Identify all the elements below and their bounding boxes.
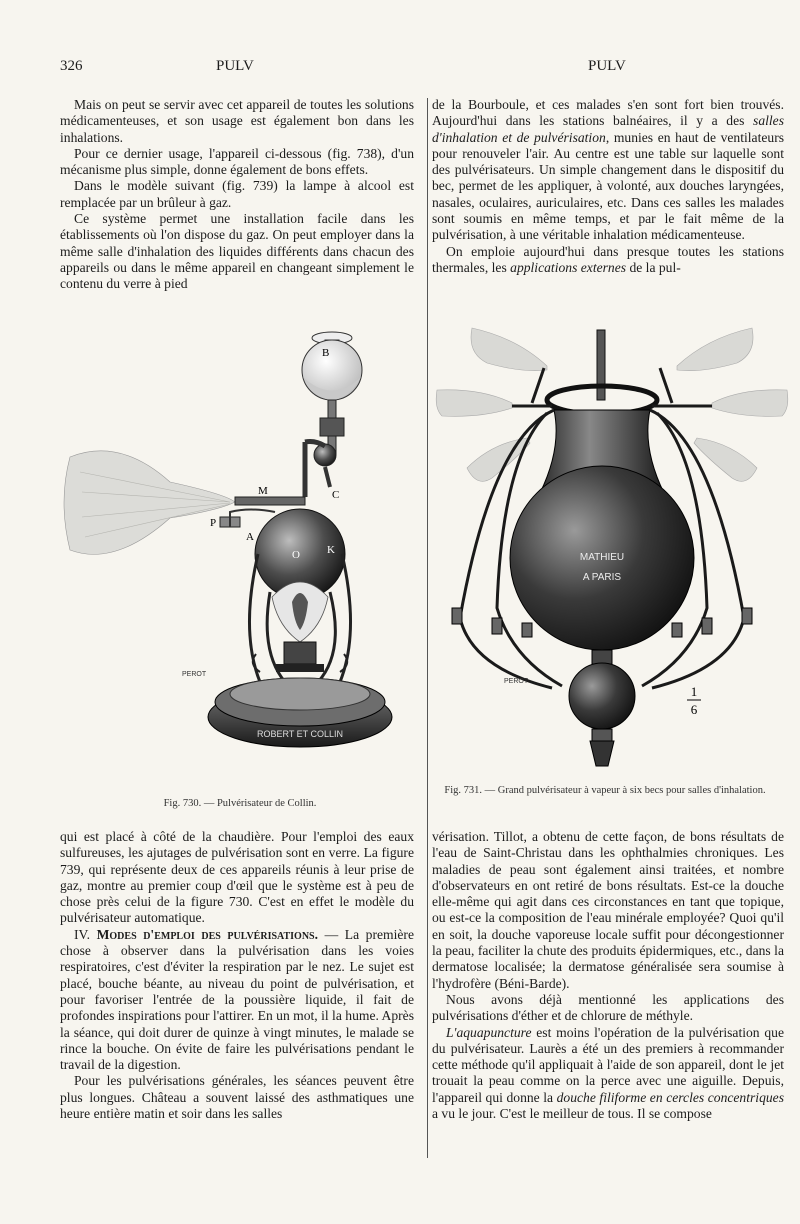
paragraph: Pour les pulvérisations générales, les séances peuvent être plus longues. Château a souvent laissé des asthmatiques une heure entière matin et soir dans les salles	[60, 1073, 414, 1122]
text-run: de la Bourboule, et ces malades s'en sont fort bien trouvés. Aujourd'hui dans les stations balnéaires, il y a des	[432, 97, 784, 129]
section-number: IV.	[74, 926, 90, 942]
right-running-head: PULV	[588, 58, 626, 74]
paragraph: Mais on peut se servir avec cet appareil de toutes les solutions médicamenteuses, et son usage est également bon dans les inhalations.	[60, 97, 414, 145]
engraver-signature: PEROT	[182, 671, 207, 678]
right-column-top	[432, 97, 784, 276]
running-header	[0, 58, 800, 84]
figure-six-nozzle-vaporizer	[432, 318, 792, 778]
paragraph: vérisation. Tillot, a obtenu de cette façon, de bons résultats de l'eau de Saint-Christau dans les ophthalmies chroniques. Les maladies de peau sont également ainsi traitées, et nombre d'observateurs en ont retiré de bons résultats. Est-ce la douche elle-même qui agit dans ces circonstances en tant que topique, ou est-ce la composition de l'eau minérale employée? Quoi qu'il en soit, la douche vaporeuse locale suffit pour décongestionner la peau, faciliter la chute des produits épidermiques, etc., dans la dermatose localisée; la dermatose généralisée sera soumise à l'hydrofère (Béni-Barde).	[432, 829, 784, 991]
label-a: A	[246, 531, 254, 543]
paragraph	[432, 1025, 784, 1123]
label-k: K	[327, 544, 335, 556]
paragraph: Pour ce dernier usage, l'appareil ci-dessous (fig. 738), d'un mécanisme plus simple, donne également de bons effets.	[60, 145, 414, 178]
section-paragraph	[60, 927, 414, 1074]
figure-caption-left: Fig. 730. — Pulvérisateur de Collin.	[163, 798, 317, 809]
left-column-top	[60, 97, 414, 293]
maker-mark-line1: MATHIEU	[579, 552, 625, 563]
text-run: a vu le jour. C'est le meilleur de tous. Il se compose	[432, 1106, 712, 1122]
paragraph: Ce système permet une installation facile dans les établissements où l'on dispose du gaz. On peut employer dans la même salle d'inhalation des liquides différents dans chacun des appareils ou dans le même appareil en changeant simplement le contenu du verre à pied	[60, 211, 414, 292]
label-b: B	[322, 347, 330, 359]
label-o: O	[292, 549, 300, 561]
engraver-signature: PEROT	[504, 678, 529, 685]
paragraph: Nous avons déjà mentionné les applications des pulvérisations d'éther et de chlorure de méthyle.	[432, 991, 784, 1024]
right-column-bottom	[432, 829, 784, 1122]
section-text: — La première chose à observer dans la pulvérisation dans les voies respiratoires, c'est d'éviter la respiration par le nez. Le sujet est placé, bouche béante, au niveau du point de pulvérisation, et pour favoriser l'entrée de la poussière liquide, il fait de profondes inspirations pour l'attirer. En un mot, il la hume. Après la séance, qui doit durer de quinze à vingt minutes, le malade se rince la bouche. On évite de faire les pulvérisations pendant le travail de la digestion.	[60, 926, 414, 1073]
figure-caption-right: Fig. 731. — Grand pulvérisateur à vapeur à six becs pour salles d'inhalation.	[444, 785, 766, 796]
section-heading: Modes d'emploi des pulvérisations.	[96, 926, 319, 942]
column-divider	[427, 98, 428, 1158]
italic-run: applications externes	[510, 259, 627, 275]
left-column-bottom	[60, 829, 414, 1122]
base-inscription: ROBERT ET COLLIN	[256, 729, 344, 739]
maker-mark-line2: A PARIS	[582, 572, 622, 583]
label-m: M	[258, 485, 268, 497]
scale-numerator: 1	[690, 684, 698, 699]
text-run: On emploie aujourd'hui dans presque toutes les stations thermales, les	[432, 243, 784, 275]
paragraph: Dans le modèle suivant (fig. 739) la lampe à alcool est remplacée par un brûleur à gaz.	[60, 178, 414, 210]
paragraph	[432, 244, 784, 277]
collin-atomizer-illustration	[60, 322, 420, 787]
italic-run: salles d'inhalation et de pulvérisation	[432, 113, 784, 145]
scale-denominator: 6	[690, 702, 698, 717]
text-run: , munies en haut de ventilateurs pour renouveler l'air. Au centre est une table sur laquelle sont des pulvérisateurs. Un simple changement dans le dispositif du bec, permet de les appliquer, à volonté, aux douches laryngées, nasales, oculaires, auriculaires, etc. Dans ces salles les malades sont soumis en même temps, et par le fait même de la pulvérisation, à une véritable inhalation médicamenteuse.	[432, 129, 785, 243]
paragraph	[432, 97, 784, 244]
text-run: est moins l'opération de la pulvérisation que du pulvérisateur. Laurès a été un des premiers à recommander cette méthode qu'il appliquait à l'aide de son appareil, dont le jet trouait la peau comme on la perce avec une aiguille. Depuis, l'appareil qui donne la	[432, 1024, 784, 1105]
label-p: P	[210, 517, 217, 529]
italic-run: douche filiforme en cercles concentriques	[556, 1089, 784, 1105]
left-running-head: PULV	[216, 58, 254, 74]
paragraph: qui est placé à côté de la chaudière. Pour l'emploi des eaux sulfureuses, les ajutages de pulvérisation sont en verre. La figure 739, qui représente deux de ces appareils réunis à leur prise de gaz, montre au premier coup d'œil que le système est à peu de chose près celui de la figure 730. C'est en effet le modèle du pulvérisateur automatique.	[60, 829, 414, 926]
text-run: de la pul-	[626, 259, 681, 275]
italic-run: L'aquapuncture	[446, 1024, 532, 1040]
six-nozzle-vaporizer-illustration	[432, 318, 792, 778]
page-number: 326	[60, 58, 83, 74]
label-c: C	[332, 489, 340, 501]
figure-collin-atomizer	[60, 322, 420, 787]
